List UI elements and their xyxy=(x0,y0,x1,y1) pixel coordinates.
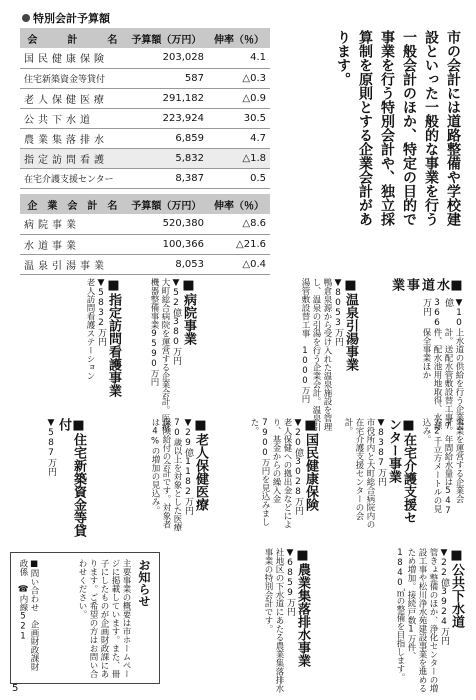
article-amount: ▼6859万円 xyxy=(285,548,295,616)
row2-continuation: 事業を運営する企業会計。年間給水量は547万2千立方メートルの見込み。 xyxy=(421,418,464,516)
article-title: ■指定訪問看護事業 xyxy=(106,278,121,397)
heading-text: 特別会計予算額 xyxy=(33,12,110,25)
article-title: ■在宅介護支援センター事業 xyxy=(386,418,416,524)
table-row xyxy=(20,48,270,68)
article-title: ■病院事業 xyxy=(181,278,196,345)
article-amount: ▼22億3924万円 xyxy=(439,548,449,645)
cell: 30.5 xyxy=(208,108,270,128)
cell: 公共下水道 xyxy=(20,108,125,128)
cell: △8.6 xyxy=(208,214,270,234)
table-row xyxy=(20,108,270,128)
article-body: 管きょ整備のほか、浄化センターの増設工事や松川浄水苑建設事業を進めるため増加。接続戸数1万件、1840㎡の整備を目指します。 xyxy=(395,548,438,693)
cell: 農業集落排水 xyxy=(20,128,125,148)
cell: 8,387 xyxy=(125,168,208,188)
special-account-table xyxy=(20,28,270,189)
article-title: ■温泉引湯事業 xyxy=(343,278,358,371)
table-row xyxy=(20,148,270,168)
article-body: 鴨倉泉源から受け入れた温泉施設を管理し、温泉の引湯を行う企業会計。温泉引湯管敷設替工事 1000万円 xyxy=(300,278,332,431)
col-name: 企 業 会 計 名 xyxy=(20,194,125,214)
page-number: 5 xyxy=(12,683,19,694)
col-budget: 予算額（万円） xyxy=(125,28,208,48)
article-body: 市役所内と大町総合病院内の在宅介護支援センターの会計。 xyxy=(343,418,375,529)
article-amount: ▼587万円 xyxy=(46,418,56,476)
cell: △0.3 xyxy=(208,68,270,88)
row2-health-insurance xyxy=(248,418,318,536)
article-title: ■農業集落排水事業 xyxy=(295,548,310,667)
article-amount: ▼29億1182万円 xyxy=(183,418,193,515)
cell: △21.6 xyxy=(208,234,270,254)
article-title: ■住宅新築資金等貸付 xyxy=(56,418,86,537)
article-amount: ▼5832万円 xyxy=(96,278,106,346)
row3-sewer xyxy=(394,548,464,698)
cell: 在宅介護支援センター xyxy=(20,168,125,188)
cell: 8,053 xyxy=(125,254,208,274)
article-body: 老人保健への拠出金などにより、基金からの繰入金7900万円を見込みました。 xyxy=(249,418,292,529)
table-row xyxy=(20,254,270,274)
article-body: 上水道の供給を行う企業会計。送配水管敷設替工事7件、配水池用地取得、水源保全事業ほか xyxy=(421,328,464,432)
cell: △0.4 xyxy=(208,254,270,274)
article-title: ■老人保健医療 xyxy=(193,418,208,511)
article-body: 社地区の下水道にあたる農業集落排水事業の特別会計です。 xyxy=(263,548,284,693)
enterprise-account-table xyxy=(20,194,270,275)
cell: 国民健康保険 xyxy=(20,48,125,68)
row2-care-center xyxy=(342,418,416,536)
article-amount: ▼8053万円 xyxy=(333,278,343,346)
cell: 5,832 xyxy=(125,148,208,168)
table-row xyxy=(20,234,270,254)
table-row xyxy=(20,68,270,88)
article-body: 老人訪問看護ステーション xyxy=(85,278,95,380)
article-title: ■国民健康保険 xyxy=(303,418,318,511)
cell: 住宅新築資金等貸付 xyxy=(20,68,125,88)
notice-box xyxy=(10,552,160,684)
table-row xyxy=(20,88,270,108)
cell: 223,924 xyxy=(125,108,208,128)
cell: 老人保健医療 xyxy=(20,88,125,108)
col-growth: 伸率（％） xyxy=(208,28,270,48)
cell: 水道事業 xyxy=(20,234,125,254)
table-row xyxy=(20,128,270,148)
cell: 4.7 xyxy=(208,128,270,148)
cell: 病院事業 xyxy=(20,214,125,234)
bullet-icon xyxy=(22,14,30,22)
article-title: ■水道事業 xyxy=(389,278,464,293)
row1-visit-nursing xyxy=(84,278,121,438)
article-title: ■公共下水道 xyxy=(449,548,464,628)
cell: △0.9 xyxy=(208,88,270,108)
row2-elderly-medical xyxy=(149,418,208,536)
row1-onsen xyxy=(299,278,358,438)
cell: △1.8 xyxy=(208,148,270,168)
col-growth: 伸率（％） xyxy=(208,194,270,214)
table-row xyxy=(20,168,270,188)
col-budget: 予算額（万円） xyxy=(125,194,208,214)
row2-housing-loan xyxy=(45,418,86,548)
article-amount: ▼20億3028万円 xyxy=(293,418,303,515)
col-name: 会 計 名 xyxy=(20,28,125,48)
notice-title: お知らせ xyxy=(137,559,151,607)
cell: 温泉引湯事業 xyxy=(20,254,125,274)
cell: 6,859 xyxy=(125,128,208,148)
article-body: 70歳以上を対象とした医療保険給付の会計です。対象者は4%の増加の見込み。 xyxy=(150,418,182,532)
article-amount: ▼10億366万円 xyxy=(421,298,464,329)
cell: 指定訪問看護 xyxy=(20,148,125,168)
table-row xyxy=(20,214,270,234)
intro-text: 市の会計には道路整備や学校建設といった一般的な事業を行う一般会計のほか、特定の目的で事業を行う特別会計や、独立採算制を原則とする企業会計があります。 xyxy=(335,30,461,226)
cell: 520,380 xyxy=(125,214,208,234)
cell: 291,182 xyxy=(125,88,208,108)
row3-rural-drainage xyxy=(262,548,310,698)
cell: 100,366 xyxy=(125,234,208,254)
row1-hospital xyxy=(148,278,196,438)
cell: 4.1 xyxy=(208,48,270,68)
section-heading xyxy=(22,10,110,26)
article-body: 大町総合病院を運営する企業会計。医療機器整備事業9590万円 xyxy=(149,278,170,431)
cell: 203,028 xyxy=(125,48,208,68)
notice-body: 主要事業の概要は市ホームページに掲載しています。また、冊子にしたものが企画財政課にあります。ご希望の方はお問い合わせください。 xyxy=(77,559,131,678)
cell: 587 xyxy=(125,68,208,88)
article-amount: ▼8387万円 xyxy=(376,418,386,486)
cell: 0.5 xyxy=(208,168,270,188)
article-amount: ▼52億380万円 xyxy=(171,278,181,365)
row1-water xyxy=(389,278,464,438)
notice-contact: ■問い合わせ 企画財政課財政係 ☎内線521 xyxy=(18,559,39,671)
